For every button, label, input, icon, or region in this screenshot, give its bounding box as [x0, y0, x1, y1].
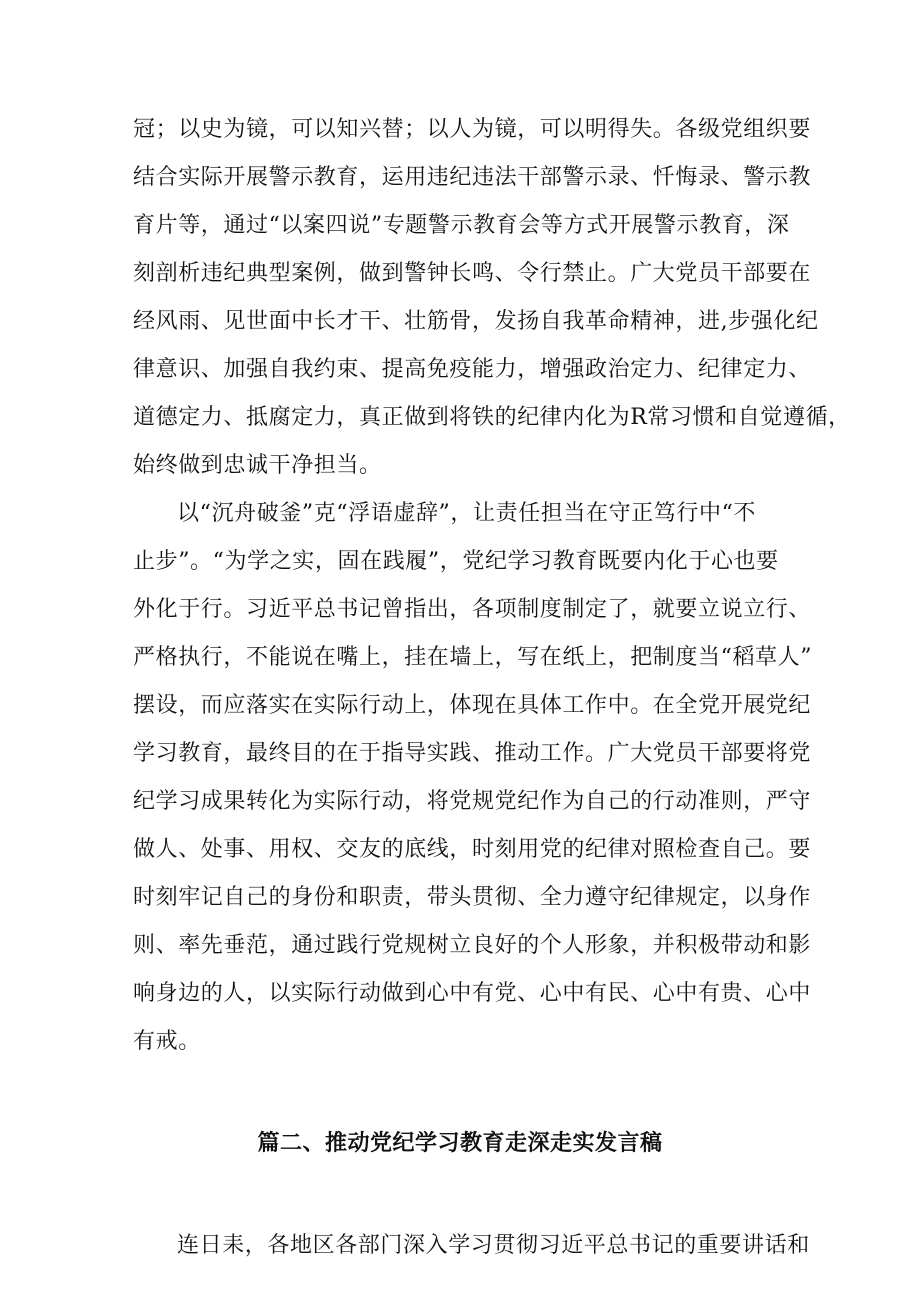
paragraph-2-line-7: 纪学习成果转化为实际行动，将党规党纪作为自己的行动准则，严守	[133, 789, 812, 814]
paragraph-1-line-4: 刻剖析违纪典型案例，做到警钟长鸣、令行禁止。广大党员干部要在	[133, 261, 812, 286]
paragraph-2-line-9: 时刻牢记自己的身份和职责，带头贯彻、全力遵守纪律规定，以身作	[133, 885, 812, 910]
paragraph-2-line-11: 响身边的人，以实际行动做到心中有党、心中有民、心中有贵、心中	[133, 981, 812, 1006]
paragraph-2-line-12: 有戒。	[133, 1029, 201, 1054]
paragraph-1-line-7: 道德定力、抵腐定力，真正做到将铁的纪律内化为R常习惯和自觉遵循，	[133, 405, 851, 430]
paragraph-2-line-3: 外化于行。习近平总书记曾指出，各项制度制定了，就要立说立行、	[133, 597, 812, 622]
paragraph-2-line-1: 以“沉舟破釜”克“浮语虚辞”，让责任担当在守正笃行中“不	[177, 501, 757, 526]
paragraph-1-line-2: 结合实际开展警示教育，运用违纪违法干部警示录、忏悔录、警示教	[133, 165, 812, 190]
paragraph-2-line-6: 学习教育，最终目的在于指导实践、推动工作。广大党员干部要将党	[133, 741, 812, 766]
paragraph-2-line-2: 止步”。“为学之实，固在践履”，党纪学习教育既要内化于心也要	[133, 549, 779, 574]
paragraph-1-line-8: 始终做到忠诚干净担当。	[133, 453, 382, 478]
paragraph-2-line-10: 则、率先垂范，通过践行党规树立良好的个人形象，并积极带动和影	[133, 933, 812, 958]
paragraph-1-line-6: 律意识、加强自我约束、提高免疫能力，增强政治定力、纪律定力、	[133, 357, 812, 382]
paragraph-2-line-8: 做人、处事、用权、交友的底线，时刻用党的纪律对照检查自己。要	[133, 837, 812, 862]
section-heading: 篇二、推动党纪学习教育走深走实发言稿	[257, 1131, 663, 1156]
paragraph-1-line-1: 冠；以史为镜，可以知兴替；以人为镜，可以明得失。各级党组织要	[133, 117, 812, 142]
paragraph-1-line-5: 经风雨、见世面中长才干、壮筋骨，发扬自我革命精神，进,步强化纪	[133, 309, 819, 334]
paragraph-2-line-5: 摆设，而应落实在实际行动上，体现在具体工作中。在全党开展党纪	[133, 693, 812, 718]
paragraph-1-line-3: 育片等，通过“以案四说”专题警示教育会等方式开展警示教育，深	[133, 213, 790, 238]
paragraph-2-line-4: 严格执行，不能说在嘴上，挂在墙上，写在纸上，把制度当“稻草人”	[133, 645, 813, 670]
paragraph-3-line-1: 连日耒，各地区各部门深入学习贯彻习近平总书记的重要讲话和	[177, 1233, 810, 1258]
